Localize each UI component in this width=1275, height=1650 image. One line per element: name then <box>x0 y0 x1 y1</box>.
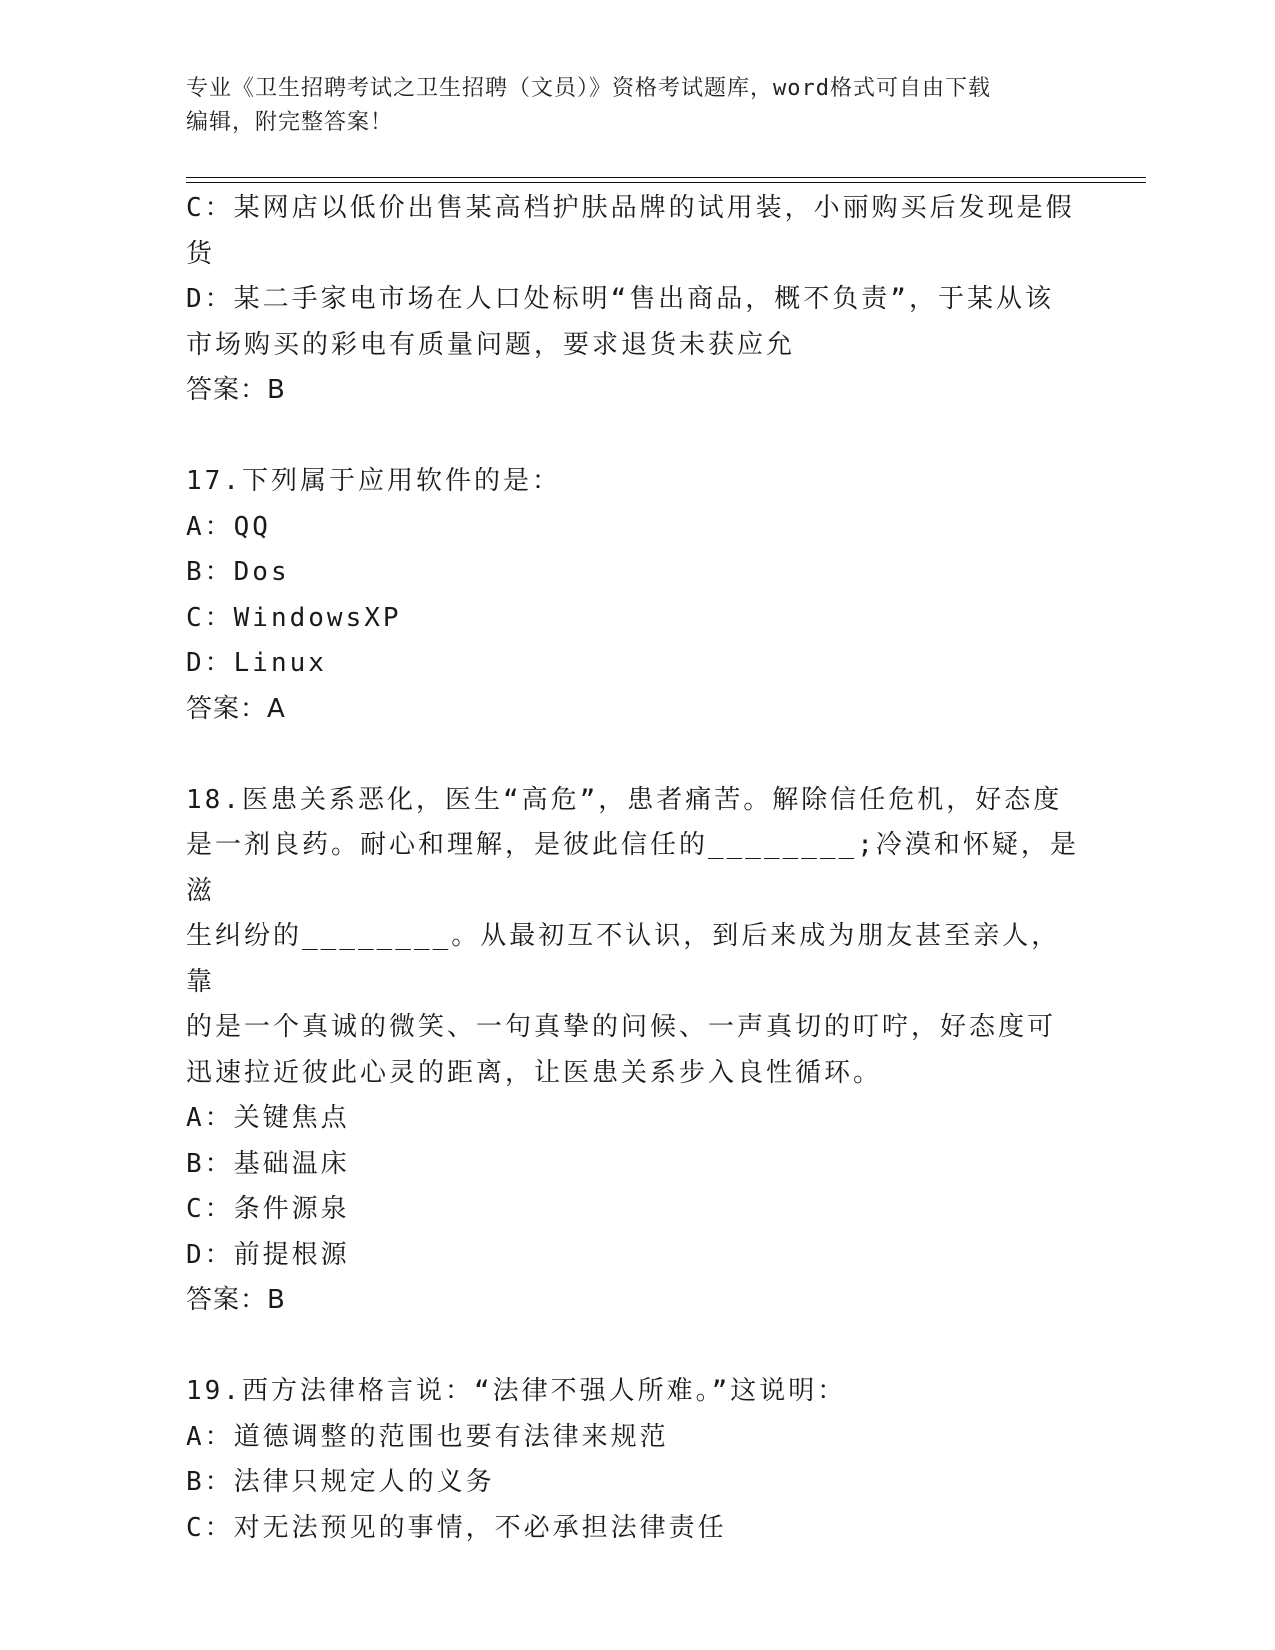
question-18-option-c: C：条件源泉 <box>186 1194 350 1224</box>
question-18-option-b: B：基础温床 <box>186 1148 350 1179</box>
question-18-stem-line-5: 迅速拉近彼此心灵的距离，让医患关系步入良性循环。 <box>186 1057 883 1088</box>
question-16-tail <box>186 186 1086 414</box>
spacer <box>186 414 1086 460</box>
option-c-line-2: 货 <box>186 238 216 269</box>
question-18-stem-line-2: 是一剂良药。耐心和理解，是彼此信任的________;冷漠和怀疑，是滋 <box>186 830 1079 906</box>
question-17-option-a: A：QQ <box>186 511 271 542</box>
header-divider-bottom <box>186 182 1146 183</box>
option-d-line-1: D：某二手家电市场在人口处标明“售出商品，概不负责”，于某从该 <box>186 284 1054 314</box>
question-17-option-c: C：WindowsXP <box>186 602 402 633</box>
question-19-option-b: B：法律只规定人的义务 <box>186 1467 495 1497</box>
header-line-2: 编辑，附完整答案！ <box>186 110 394 135</box>
question-17-option-b: B：Dos <box>186 557 290 587</box>
question-18-stem-line-4: 的是一个真诚的微笑、一句真挚的问候、一声真切的叮咛，好态度可 <box>186 1012 1057 1042</box>
option-c-line-1: C：某网店以低价出售某高档护肤品牌的试用装，小丽购买后发现是假 <box>186 193 1075 223</box>
question-content <box>186 186 1086 1551</box>
question-18-option-a: A：关键焦点 <box>186 1103 350 1133</box>
spacer <box>186 732 1086 778</box>
question-19-stem: 19.西方法律格言说：“法律不强人所难。”这说明： <box>186 1376 847 1406</box>
question-19-option-c: C：对无法预见的事情，不必承担法律责任 <box>186 1512 727 1543</box>
question-19 <box>186 1369 1086 1551</box>
question-17-option-d: D：Linux <box>186 648 327 678</box>
header-divider-top <box>186 177 1146 178</box>
spacer <box>186 1324 1086 1370</box>
question-18 <box>186 778 1086 1324</box>
question-18-stem-line-3: 生纠纷的________。从最初互不认识，到后来成为朋友甚至亲人，靠 <box>186 921 1061 997</box>
question-17-stem: 17.下列属于应用软件的是： <box>186 466 561 496</box>
answer-17: 答案：A <box>186 693 286 724</box>
header-line-1: 专业《卫生招聘考试之卫生招聘（文员）》资格考试题库，word格式可自由下载 <box>186 76 991 101</box>
page-header <box>186 72 1066 140</box>
answer-16: 答案：B <box>186 375 286 405</box>
question-18-option-d: D：前提根源 <box>186 1239 350 1270</box>
question-19-option-a: A：道德调整的范围也要有法律来规范 <box>186 1421 669 1452</box>
answer-18: 答案：B <box>186 1285 286 1315</box>
question-17 <box>186 459 1086 732</box>
question-18-stem-line-1: 18.医患关系恶化，医生“高危”，患者痛苦。解除信任危机，好态度 <box>186 784 1063 815</box>
option-d-line-2: 市场购买的彩电有质量问题，要求退货未获应允 <box>186 329 796 360</box>
